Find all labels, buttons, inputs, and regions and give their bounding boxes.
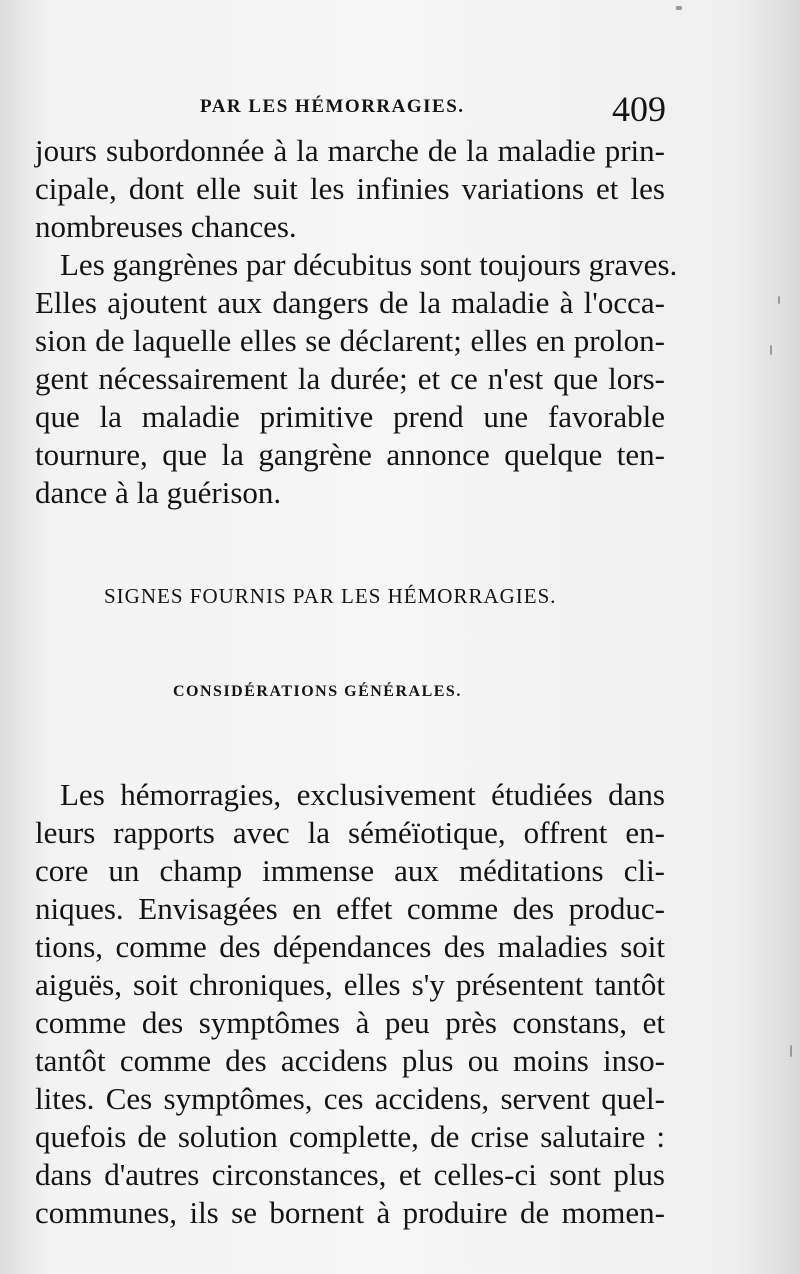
- text-line: Elles ajoutent aux dangers de la maladie à l'occa-: [35, 285, 665, 320]
- text-line: leurs rapports avec la séméïotique, offrent en-: [35, 815, 665, 850]
- text-line: Les hémorragies, exclusivement étudiées dans: [60, 777, 665, 812]
- text-line: dance à la guérison.: [35, 475, 282, 510]
- text-line: sion de laquelle elles se déclarent; elles en prolon-: [35, 323, 665, 358]
- text-line: comme des symptômes à peu près constans, et: [35, 1005, 665, 1040]
- text-line: niques. Envisagées en effet comme des produc-: [35, 891, 665, 926]
- scan-speck: [676, 6, 682, 10]
- text-line: aiguës, soit chroniques, elles s'y présentent tantôt: [35, 967, 665, 1002]
- running-head: [0, 88, 800, 128]
- text-line: lites. Ces symptômes, ces accidens, servent quel-: [35, 1081, 665, 1116]
- text-line: jours subordonnée à la marche de la maladie prin-: [35, 133, 665, 168]
- text-line: tions, comme des dépendances des maladies soit: [35, 929, 665, 964]
- scan-speck: [770, 345, 772, 355]
- text-line: que la maladie primitive prend une favorable: [35, 399, 665, 434]
- text-line: tournure, que la gangrène annonce quelque ten-: [35, 437, 665, 472]
- text-line: quefois de solution complette, de crise salutaire :: [35, 1119, 665, 1154]
- scan-speck: [790, 1045, 792, 1057]
- running-title: PAR LES HÉMORRAGIES.: [200, 96, 465, 117]
- text-line: nombreuses chances.: [35, 209, 297, 244]
- text-line: communes, ils se bornent à produire de momen-: [35, 1195, 665, 1230]
- text-line: core un champ immense aux méditations cli-: [35, 853, 665, 888]
- scan-speck: [778, 296, 780, 304]
- text-line: cipale, dont elle suit les infinies variations et les: [35, 171, 665, 206]
- page-number: 409: [612, 89, 666, 129]
- text-line: gent nécessairement la durée; et ce n'est que lors-: [35, 361, 665, 396]
- text-line: dans d'autres circonstances, et celles-ci sont plus: [35, 1157, 665, 1192]
- section-heading: SIGNES FOURNIS PAR LES HÉMORRAGIES.: [104, 584, 557, 608]
- sub-heading: CONSIDÉRATIONS GÉNÉRALES.: [173, 683, 462, 700]
- text-line: Les gangrènes par décubitus sont toujours graves.: [60, 247, 678, 282]
- text-line: tantôt comme des accidens plus ou moins inso-: [35, 1043, 665, 1078]
